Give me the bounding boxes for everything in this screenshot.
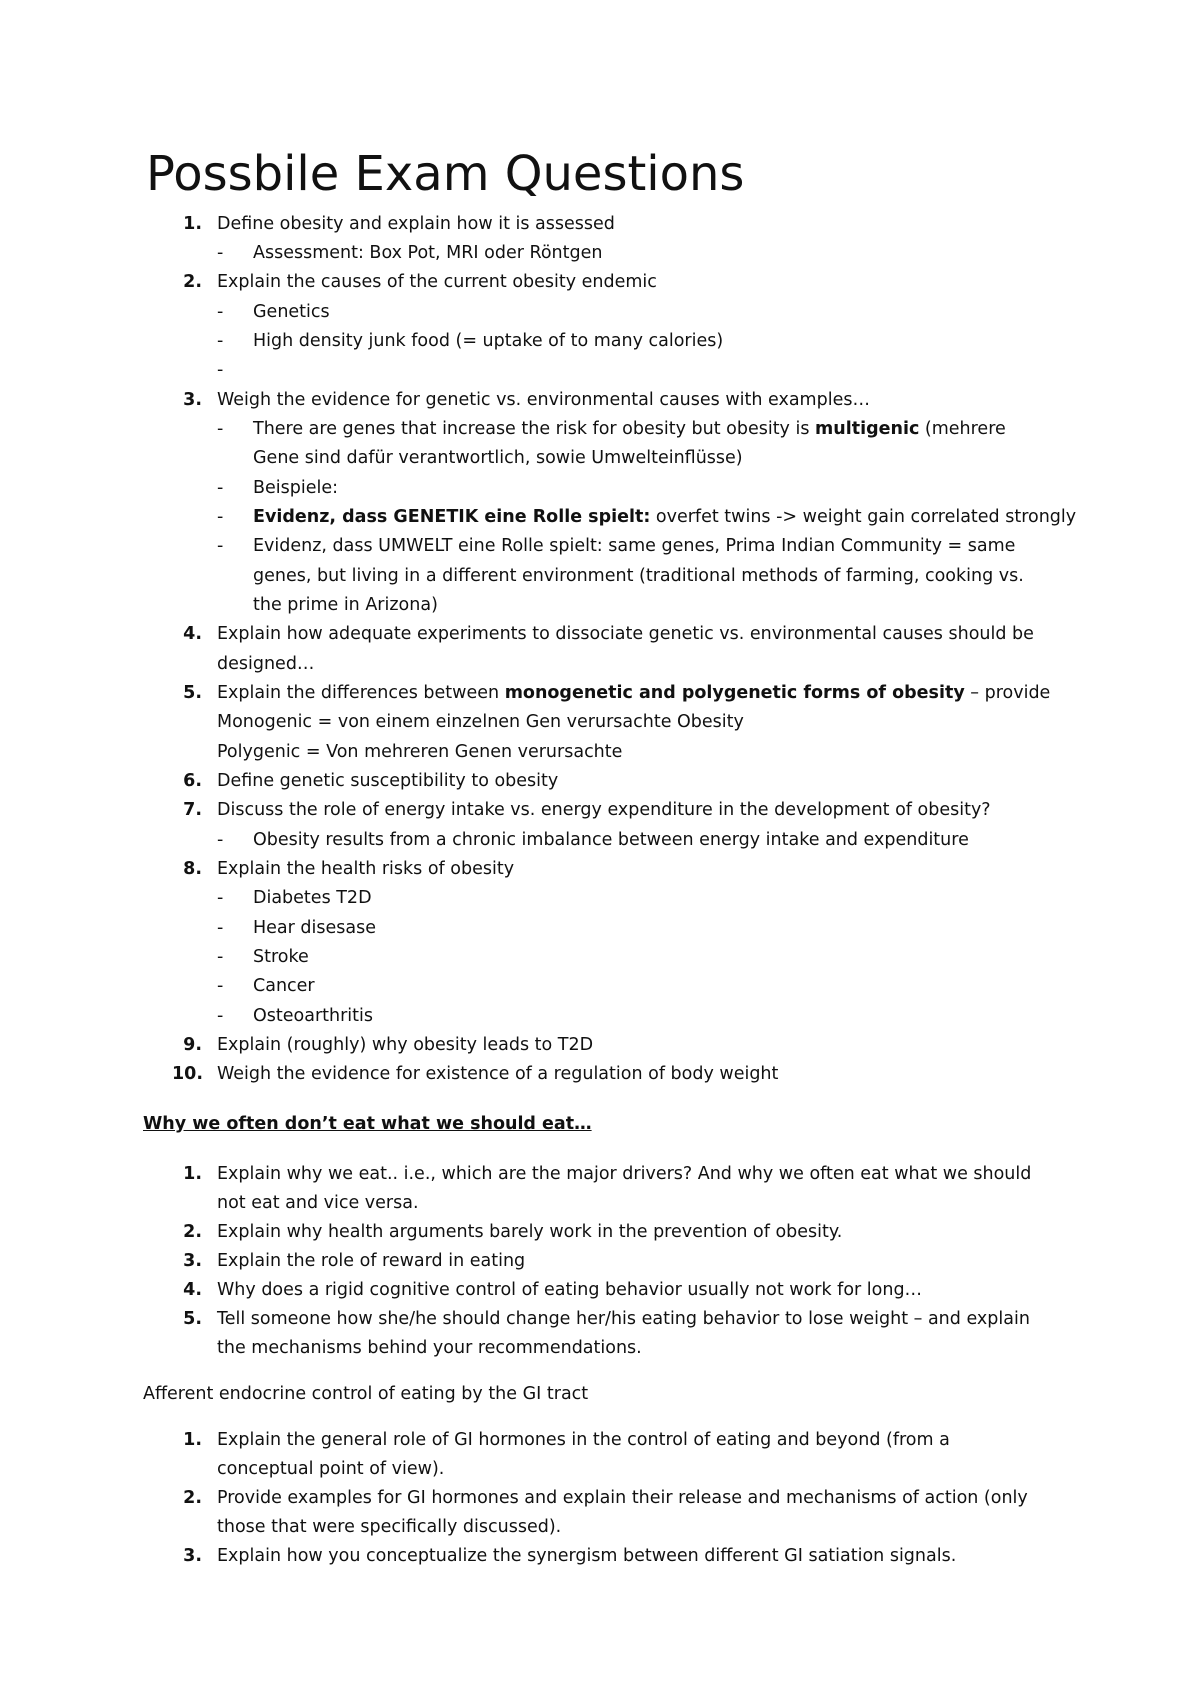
section-3-item-number: 3.: [183, 1546, 202, 1566]
section-3-item-text-cont: conceptual point of view).: [217, 1459, 445, 1479]
bullet-dash: -: [217, 976, 224, 996]
section-2-item-text: Tell someone how she/he should change her/his eating behavior to lose weight – and explain: [217, 1309, 1030, 1329]
section-2-item-text: Explain the role of reward in eating: [217, 1251, 526, 1271]
question-3-sub-1: There are genes that increase the risk for obesity but obesity is multigenic (mehrere: [253, 419, 1006, 439]
question-2-number: 2.: [183, 272, 202, 292]
question-9-text: Explain (roughly) why obesity leads to T2D: [217, 1035, 594, 1055]
section-2-item-text-cont: the mechanisms behind your recommendations.: [217, 1338, 642, 1358]
question-8-sub: Diabetes T2D: [253, 888, 372, 908]
bullet-dash: -: [217, 536, 224, 556]
question-2-sub-1: Genetics: [253, 302, 330, 322]
bullet-dash: -: [217, 1006, 224, 1026]
question-3-sub-1-cont: Gene sind dafür verantwortlich, sowie Umwelteinflüsse): [253, 448, 743, 468]
question-8-sub: Hear disesase: [253, 918, 376, 938]
question-8-text: Explain the health risks of obesity: [217, 859, 515, 879]
section-3-item-text: Provide examples for GI hormones and explain their release and mechanisms of action (only: [217, 1488, 1028, 1508]
question-2-text: Explain the causes of the current obesity endemic: [217, 272, 657, 292]
document-title: Possbile Exam Questions: [146, 146, 745, 202]
bullet-dash: -: [217, 507, 224, 527]
question-6-text: Define genetic susceptibility to obesity: [217, 771, 559, 791]
bullet-dash: -: [217, 360, 224, 380]
section-2-item-text: Explain why we eat.. i.e., which are the major drivers? And why we often eat what we should: [217, 1164, 1032, 1184]
question-1-sub-1: Assessment: Box Pot, MRI oder Röntgen: [253, 243, 603, 263]
section-3-item-number: 1.: [183, 1430, 202, 1450]
section-2-item-number: 1.: [183, 1164, 202, 1184]
section-heading-gi-tract: Afferent endocrine control of eating by the GI tract: [143, 1384, 589, 1404]
question-5-number: 5.: [183, 683, 202, 703]
section-2-item-number: 3.: [183, 1251, 202, 1271]
bullet-dash: -: [217, 888, 224, 908]
question-3-number: 3.: [183, 390, 202, 410]
section-2-item-text: Why does a rigid cognitive control of eating behavior usually not work for long…: [217, 1280, 923, 1300]
question-4-number: 4.: [183, 624, 202, 644]
question-3-sub-3: Evidenz, dass GENETIK eine Rolle spielt: overfet twins -> weight gain correlated strongly: [253, 507, 1077, 527]
bullet-dash: -: [217, 918, 224, 938]
bullet-dash: -: [217, 947, 224, 967]
question-1-number: 1.: [183, 214, 202, 234]
question-8-number: 8.: [183, 859, 202, 879]
question-8-sub: Cancer: [253, 976, 315, 996]
question-5-text: Explain the differences between monogenetic and polygenetic forms of obesity – provide: [217, 683, 1051, 703]
question-4-text-cont: designed…: [217, 654, 315, 674]
question-3-sub-4-cont2: the prime in Arizona): [253, 595, 438, 615]
section-3-item-number: 2.: [183, 1488, 202, 1508]
question-5-line-2: Monogenic = von einem einzelnen Gen verursachte Obesity: [217, 712, 744, 732]
question-2-sub-2: High density junk food (= uptake of to many calories): [253, 331, 724, 351]
question-7-sub-1: Obesity results from a chronic imbalance between energy intake and expenditure: [253, 830, 969, 850]
question-7-text: Discuss the role of energy intake vs. energy expenditure in the development of obesity?: [217, 800, 991, 820]
question-8-sub: Stroke: [253, 947, 309, 967]
question-10-text: Weigh the evidence for existence of a regulation of body weight: [217, 1064, 779, 1084]
section-2-item-number: 2.: [183, 1222, 202, 1242]
section-2-item-text-cont: not eat and vice versa.: [217, 1193, 419, 1213]
section-2-item-number: 4.: [183, 1280, 202, 1300]
section-heading-eating: Why we often don’t eat what we should eat…: [143, 1114, 592, 1134]
question-10-number: 10.: [172, 1064, 204, 1084]
question-1-text: Define obesity and explain how it is assessed: [217, 214, 615, 234]
bullet-dash: -: [217, 419, 224, 439]
section-3-item-text-cont: those that were specifically discussed).: [217, 1517, 562, 1537]
question-7-number: 7.: [183, 800, 202, 820]
question-8-sub: Osteoarthritis: [253, 1006, 373, 1026]
question-6-number: 6.: [183, 771, 202, 791]
bullet-dash: -: [217, 243, 224, 263]
bullet-dash: -: [217, 302, 224, 322]
bullet-dash: -: [217, 830, 224, 850]
question-4-text: Explain how adequate experiments to dissociate genetic vs. environmental causes should be: [217, 624, 1034, 644]
question-9-number: 9.: [183, 1035, 202, 1055]
section-2-item-text: Explain why health arguments barely work in the prevention of obesity.: [217, 1222, 843, 1242]
question-5-line-3: Polygenic = Von mehreren Genen verursachte: [217, 742, 623, 762]
section-3-item-text: Explain how you conceptualize the synergism between different GI satiation signals.: [217, 1546, 957, 1566]
question-3-text: Weigh the evidence for genetic vs. environmental causes with examples…: [217, 390, 870, 410]
bullet-dash: -: [217, 478, 224, 498]
bullet-dash: -: [217, 331, 224, 351]
question-3-sub-4-cont: genes, but living in a different environment (traditional methods of farming, cooking vs.: [253, 566, 1024, 586]
section-3-item-text: Explain the general role of GI hormones in the control of eating and beyond (from a: [217, 1430, 950, 1450]
section-2-item-number: 5.: [183, 1309, 202, 1329]
question-3-sub-2: Beispiele:: [253, 478, 339, 498]
question-3-sub-4: Evidenz, dass UMWELT eine Rolle spielt: same genes, Prima Indian Community = same: [253, 536, 1016, 556]
